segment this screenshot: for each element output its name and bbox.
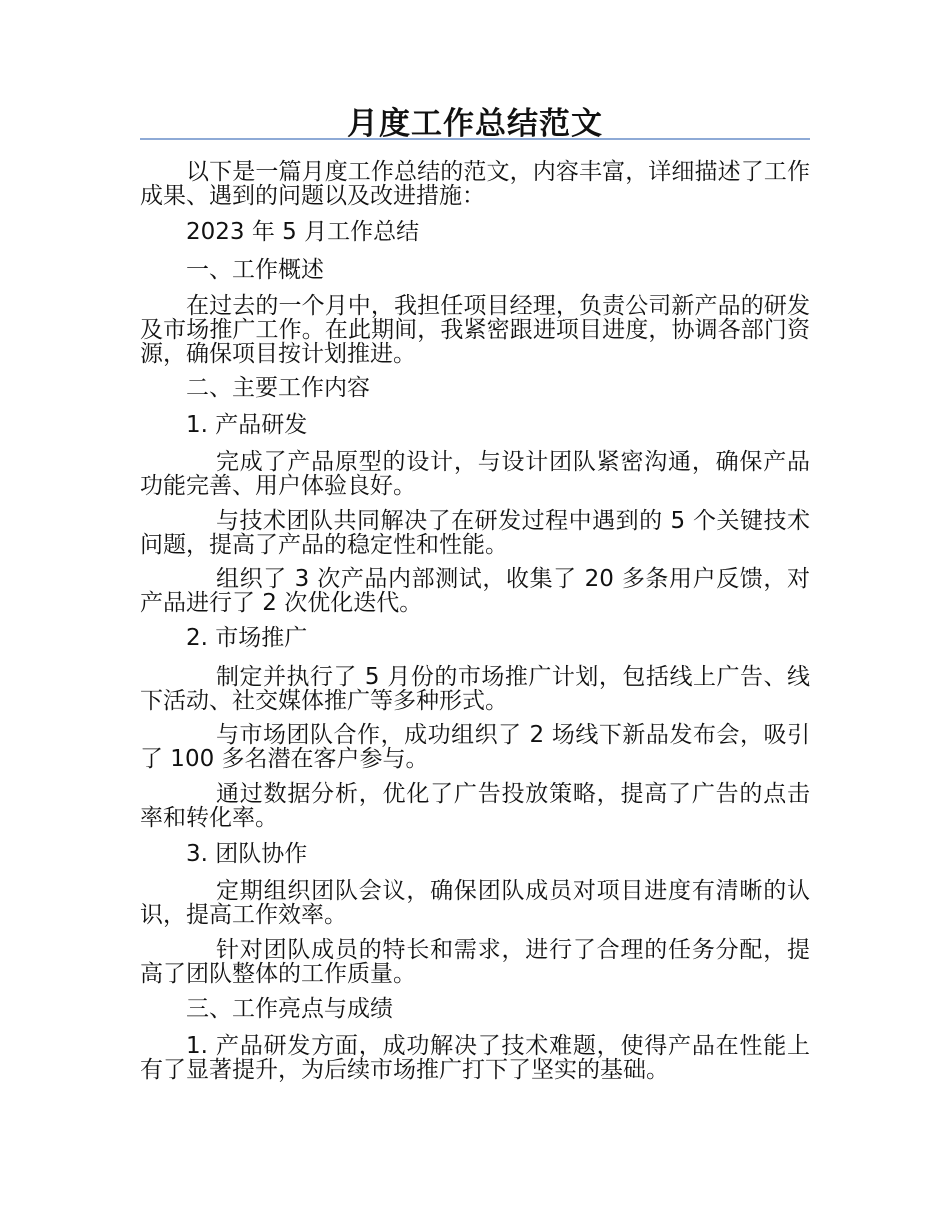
section-heading-highlights: 三、工作亮点与成绩 <box>186 996 393 1022</box>
intro-paragraph: 以下是一篇月度工作总结的范文，内容丰富，详细描述了工作成果、遇到的问题以及改进措施： <box>140 159 810 209</box>
section-heading-main-work: 二、主要工作内容 <box>186 375 370 401</box>
subheading-teamwork: 3. 团队协作 <box>186 841 308 867</box>
document-title: 月度工作总结范文 <box>347 106 603 142</box>
subheading-product-rd: 1. 产品研发 <box>186 412 308 438</box>
report-heading: 2023 年 5 月工作总结 <box>186 219 420 245</box>
marketing-item-1: 制定并执行了 5 月份的市场推广计划，包括线上广告、线下活动、社交媒体推广等多种形式。 <box>140 664 810 714</box>
marketing-item-3: 通过数据分析，优化了广告投放策略，提高了广告的点击率和转化率。 <box>140 781 810 831</box>
overview-paragraph: 在过去的一个月中，我担任项目经理，负责公司新产品的研发及市场推广工作。在此期间，我紧密跟进项目进度，协调各部门资源，确保项目按计划推进。 <box>140 293 810 367</box>
rd-item-2: 与技术团队共同解决了在研发过程中遇到的 5 个关键技术问题，提高了产品的稳定性和性能。 <box>140 508 810 558</box>
section-heading-overview: 一、工作概述 <box>186 257 324 283</box>
title-underline <box>140 138 810 140</box>
teamwork-item-1: 定期组织团队会议，确保团队成员对项目进度有清晰的认识，提高工作效率。 <box>140 878 810 928</box>
rd-item-1: 完成了产品原型的设计，与设计团队紧密沟通，确保产品功能完善、用户体验良好。 <box>140 449 810 499</box>
rd-item-3: 组织了 3 次产品内部测试，收集了 20 多条用户反馈，对产品进行了 2 次优化迭代。 <box>140 566 810 616</box>
teamwork-item-2: 针对团队成员的特长和需求，进行了合理的任务分配，提高了团队整体的工作质量。 <box>140 937 810 987</box>
marketing-item-2: 与市场团队合作，成功组织了 2 场线下新品发布会，吸引了 100 多名潜在客户参与。 <box>140 722 810 772</box>
subheading-marketing: 2. 市场推广 <box>186 625 308 651</box>
highlight-item-1: 1. 产品研发方面，成功解决了技术难题，使得产品在性能上有了显著提升，为后续市场推广打下了坚实的基础。 <box>140 1033 810 1083</box>
